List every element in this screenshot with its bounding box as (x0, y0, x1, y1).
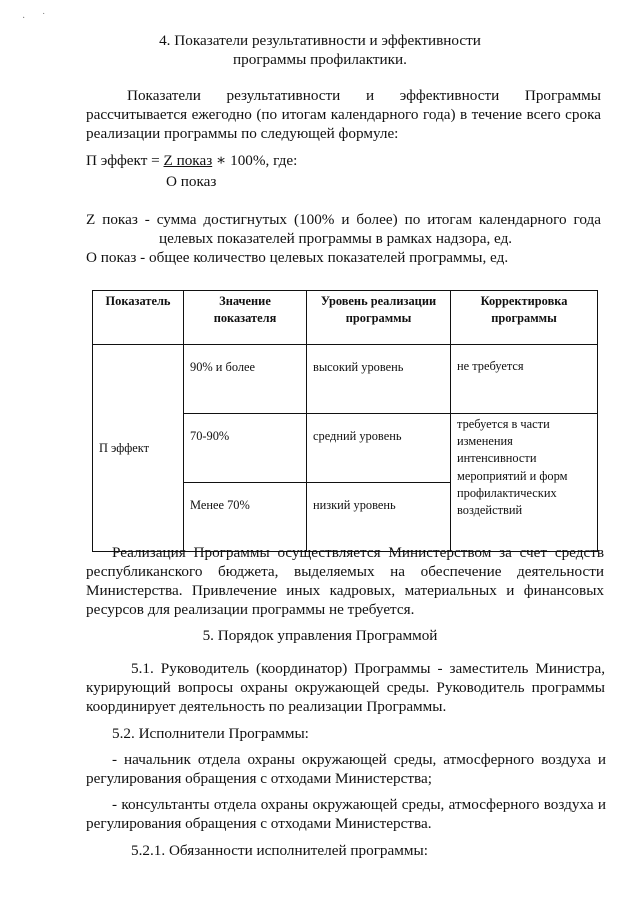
value-cell: 70-90% (184, 414, 307, 483)
p51-line-1: 5.1. Руководитель (координатор) Программы - заместитель Министра, (131, 660, 605, 677)
intro-line-3: реализации программы по следующей формуле: (86, 125, 399, 142)
definition-z-line2: целевых показателей программы в рамках надзора, ед. (159, 230, 513, 247)
table-header-row (93, 291, 598, 345)
section-4-heading-line1: 4. Показатели результативности и эффективности (159, 32, 481, 49)
section-5-heading: 5. Порядок управления Программой (202, 627, 438, 644)
value-cell: Менее 70% (184, 483, 307, 552)
scan-mark: · (22, 13, 26, 24)
intro-line-2: рассчитывается ежегодно (по итогам календарного года) в течение всего срока (86, 106, 601, 123)
p51-line-3: координирует деятельность по реализации Программы. (86, 698, 447, 715)
executor2-line-2: регулирования обращения с отходами Министерства. (86, 815, 432, 832)
indicator-table (92, 290, 598, 552)
level-cell: средний уровень (307, 414, 451, 483)
level-cell: высокий уровень (307, 345, 451, 414)
formula (86, 151, 297, 170)
funding-line-2: республиканского бюджета, выделяемых на обеспечение деятельности (86, 563, 604, 580)
indicator-cell: П эффект (93, 345, 184, 552)
table-header: Значение показателя (184, 291, 307, 345)
p52: 5.2. Исполнители Программы: (112, 725, 309, 742)
scan-mark: ˙ (42, 12, 46, 23)
formula-left: П эффект = (86, 152, 164, 169)
table-header: Корректировка программы (451, 291, 598, 345)
formula-numerator: Z показ (163, 152, 213, 169)
definition-o-line: О показ - общее количество целевых показателей программы, ед. (86, 249, 509, 266)
level-cell: низкий уровень (307, 483, 451, 552)
correction-merged-cell: требуется в части изменения интенсивности мероприятий и форм профилактических воздействий (451, 414, 598, 552)
executor2-line-1: - консультанты отдела охраны окружающей среды, атмосферного воздуха и (112, 796, 606, 813)
p51-line-2: курирующий вопросы охраны окружающей среды. Руководитель программы (86, 679, 605, 696)
definition-z-line1: Z показ - сумма достигнутых (100% и более) по итогам календарного года (86, 211, 601, 228)
formula-right: ∗ 100%, где: (212, 152, 298, 169)
correction-cell: не требуется (451, 345, 598, 414)
table-header: Показатель (93, 291, 184, 345)
p521: 5.2.1. Обязанности исполнителей программы: (131, 842, 428, 859)
table-row (93, 345, 598, 414)
section-4-heading-line2: программы профилактики. (233, 51, 407, 68)
funding-line-3: Министерства. Привлечение иных кадровых, материальных и финансовых (86, 582, 604, 599)
value-cell: 90% и более (184, 345, 307, 414)
funding-line-4: ресурсов для реализации программы не требуется. (86, 601, 415, 618)
formula-denominator: О показ (166, 173, 217, 190)
executor1-line-2: регулирования обращения с отходами Министерства; (86, 770, 432, 787)
table-header: Уровень реализации программы (307, 291, 451, 345)
executor1-line-1: - начальник отдела охраны окружающей среды, атмосферного воздуха и (112, 751, 606, 768)
funding-line-1: Реализация Программы осуществляется Министерством за счет средств (112, 544, 604, 561)
intro-line-1: Показатели результативности и эффективности Программы (127, 87, 601, 104)
